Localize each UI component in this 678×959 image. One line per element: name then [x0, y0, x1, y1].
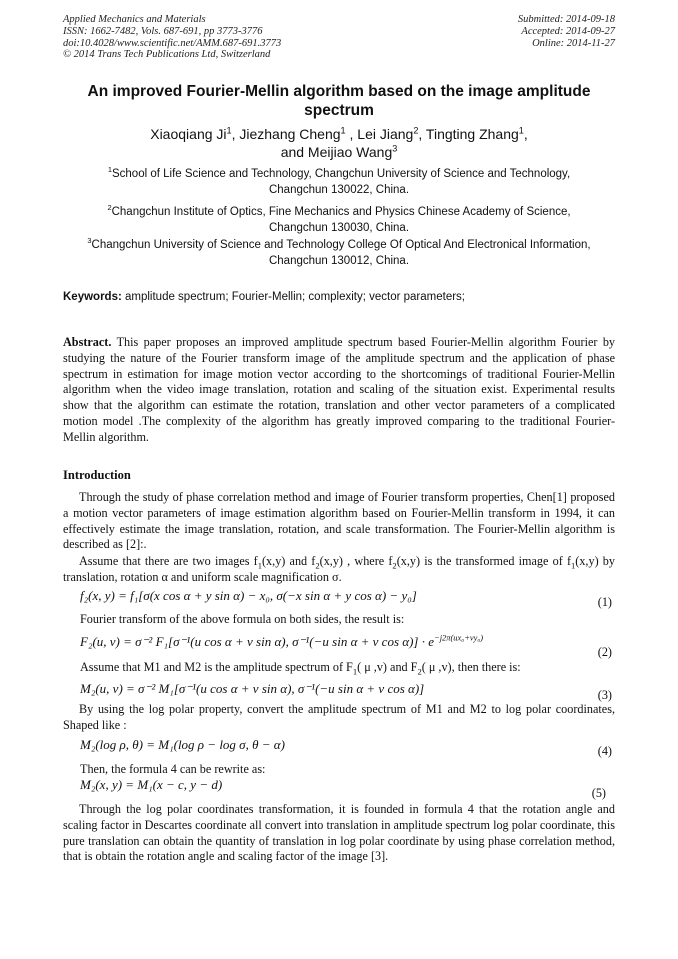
journal-info	[63, 14, 281, 61]
paragraph: By using the log polar property, convert the amplitude spectrum of M1 and M2 to log polar coordinates, Shaped like :	[63, 702, 615, 732]
affiliation: $^3$Changchun University of Science and Technology College Of Optical And Electronical Information, Changchun 130012, China.	[87, 236, 591, 267]
paragraph: Assume that there are two images $f_1(x,y)$ and $f_2(x,y)$ , where $f_2(x,y)$ is the transformed image of $f_1(x,y)$ by translation, rotation α and uniform scale magnification σ.	[63, 554, 615, 584]
affiliation: $^1$School of Life Science and Technology, Changchun University of Science and Technology, Changchun 130022, China.	[107, 165, 571, 196]
author-list: Xiaoqiang Ji$^1$, Jiezhang Cheng$^1$ , Lei Jiang$^2$, Tingting Zhang$^1$, and Meijiao Wang$^3$	[150, 125, 528, 160]
paper-title: An improved Fourier-Mellin algorithm based on the image amplitude spectrum	[87, 83, 591, 119]
author: Lei Jiang	[357, 126, 414, 142]
keywords-label: Keywords:	[63, 291, 122, 303]
doi-line: doi:10.4028/www.scientific.net/AMM.687-691.3773	[63, 37, 282, 49]
paragraph: Through the log polar coordinates transformation, it is founded in formula 4 that the rotation angle and scaling factor in Descartes coordinate all convert into translation in amplitude spectrum log polar coordinate, this pure translation can obtain the quantity of translation in log polar coordinate by using phase correlation method, that is obtain the rotation angle and scaling factor of the image [3].	[63, 802, 615, 864]
submitted-date: Submitted: 2014-09-18	[517, 14, 615, 25]
paragraph: Then, the formula 4 can be rewrite as:	[80, 762, 266, 776]
affiliation: $^2$Changchun Institute of Optics, Fine Mechanics and Physics Chinese Academy of Science, Changchun 130030, China.	[107, 203, 571, 234]
equation-4: M₂(log ρ, θ) = M₁(log ρ − log σ, θ − α)	[80, 737, 285, 752]
paragraph: Assume that M1 and M2 is the amplitude spectrum of $F_1$( μ ,v) and $F_2$( μ ,v), then there is:	[80, 660, 521, 677]
copyright-line: © 2014 Trans Tech Publications Ltd, Switzerland	[63, 49, 271, 61]
submission-dates	[518, 14, 615, 49]
section-heading: Introduction	[63, 468, 131, 482]
equation-5: M₂(x, y) = M₁(x − c, y − d)	[80, 777, 223, 792]
keywords	[63, 290, 615, 305]
equation-1: f₂(x, y) = f₁[σ(x cos α + y sin α) − x₀, σ(−x sin α + y cos α) − y₀]	[80, 588, 417, 603]
paragraph: Through the study of phase correlation method and image of Fourier transform properties, Chen[1] proposed a motion vector parameters of image estimation algorithm based on Fourier-Mellin transform in 1994, it can effectively estimate the image translation, rotation, and scale transformation. The Fourier-Mellin algorithm is described as [2]:.	[63, 490, 615, 552]
equation-number: (3)	[597, 688, 612, 702]
keywords-text: amplitude spectrum; Fourier-Mellin; complexity; vector parameters;	[125, 291, 466, 303]
equation-3: M₂(u, v) = σ⁻² M₁[σ⁻¹(u cos α + v sin α), σ⁻¹(−u sin α + v cos α)]	[80, 681, 425, 696]
journal-name: Applied Mechanics and Materials	[63, 14, 206, 25]
paragraph: Fourier transform of the above formula on both sides, the result is:	[80, 612, 405, 626]
author: and Meijiao Wang	[280, 144, 393, 160]
equation-number: (1)	[597, 595, 612, 609]
author: Tingting Zhang	[425, 126, 519, 142]
abstract	[63, 335, 615, 446]
author: Jiezhang Cheng	[239, 126, 341, 142]
equation-number: (5)	[591, 786, 606, 800]
abstract-label: Abstract.	[63, 335, 112, 349]
equation-2: F₂(u, v) = σ⁻² F₁[σ⁻¹(u cos α + v sin α), σ⁻¹(−u sin α + v $\cos \alpha)] \cdot e^{-j2\pi(ux_0+vy_0)}$	[80, 632, 484, 649]
author: Xiaoqiang Ji	[150, 126, 227, 142]
abstract-text: This paper proposes an improved amplitude spectrum based Fourier-Mellin algorithm Fourier by studying the nature of the Fourier transform image of the amplitude spectrum and the application of phase spectrum in estimation for image motion vector according to the shortcomings of traditional Fourier-Mellin algorithm when the video image translation, rotation and scaling of the situation exist. Experimental results show that the algorithm can estimate the rotation, translation and other vector parameters of a complicated motion model .The complexity of the algorithm has greatly improved comparing to the traditional Fourier-Mellin algorithm.	[63, 335, 616, 444]
equation-number: (2)	[597, 645, 612, 659]
equation-number: (4)	[597, 744, 612, 758]
online-date: Online: 2014-11-27	[532, 37, 615, 49]
accepted-date: Accepted: 2014-09-27	[521, 25, 615, 37]
issn-line: ISSN: 1662-7482, Vols. 687-691, pp 3773-3776	[63, 25, 263, 37]
